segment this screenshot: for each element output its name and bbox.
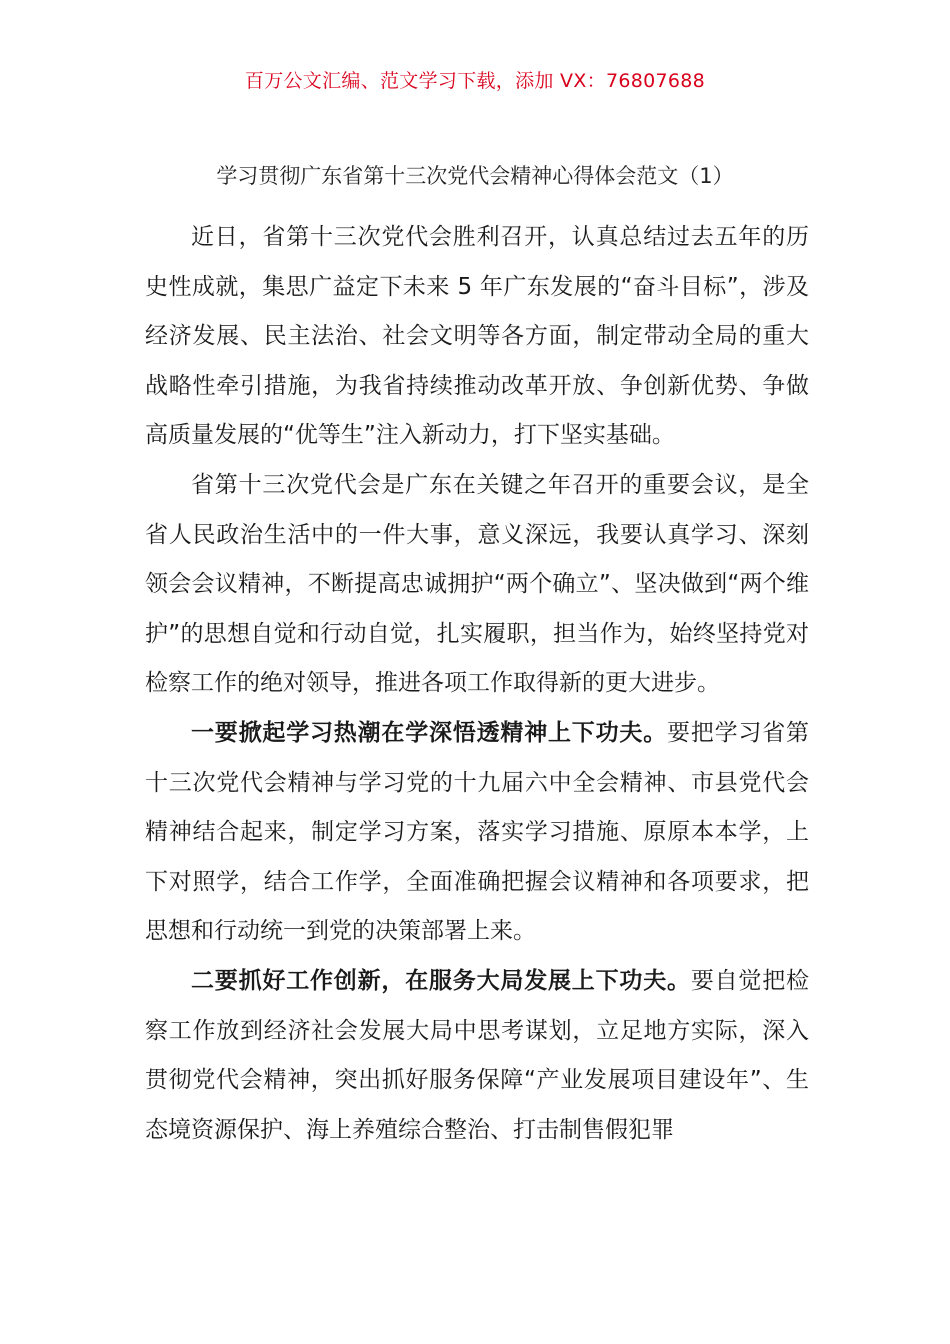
paragraph-3-text: 要把学习省第十三次党代会精神与学习党的十九届六中全会精神、市县党代会精神结合起来，制定学习方案，落实学习措施、原原本本学，上下对照学，结合工作学，全面准确把握会议精神和各项要求，把思想和行动统一到党的决策部署上来。 [145, 719, 810, 945]
paragraph-2-text: 省第十三次党代会是广东在关键之年召开的重要会议，是全省人民政治生活中的一件大事，意义深远，我要认真学习、深刻领会会议精神，不断提高忠诚拥护“两个确立”、坚决做到“两个维护”的思想自觉和行动自觉，扎实履职，担当作为，始终坚持党对检察工作的绝对领导，推进各项工作取得新的更大进步。 [145, 471, 809, 697]
paragraph-1-text: 近日，省第十三次党代会胜利召开，认真总结过去五年的历史性成就，集思广益定下未来 5 年广东发展的“奋斗目标”，涉及经济发展、民主法治、社会文明等各方面，制定带动全局的重大战略性牵引措施，为我省持续推动改革开放、争创新优势、争做高质量发展的“优等生”注入新动力，打下坚实基础。 [145, 224, 809, 449]
document-title: 学习贯彻广东省第十三次党代会精神心得体会范文（1） [216, 164, 734, 188]
header-banner: 百万公文汇编、范文学习下载，添加 VX：76807688 [244, 70, 706, 92]
paragraph-2 [145, 461, 809, 709]
paragraph-4 [145, 957, 809, 1155]
paragraph-3 [145, 709, 809, 957]
paragraph-1 [145, 213, 809, 461]
paragraph-4-text: 要自觉把检察工作放到经济社会发展大局中思考谋划，立足地方实际，深入贯彻党代会精神，突出抓好服务保障“产业发展项目建设年”、生态境资源保护、海上养殖综合整治、打击制售假犯罪 [145, 967, 810, 1143]
document-body [145, 213, 809, 1155]
paragraph-4-lead: 二要抓好工作创新，在服务大局发展上下功夫。 [191, 967, 691, 994]
paragraph-3-lead: 一要掀起学习热潮在学深悟透精神上下功夫。 [191, 719, 667, 746]
